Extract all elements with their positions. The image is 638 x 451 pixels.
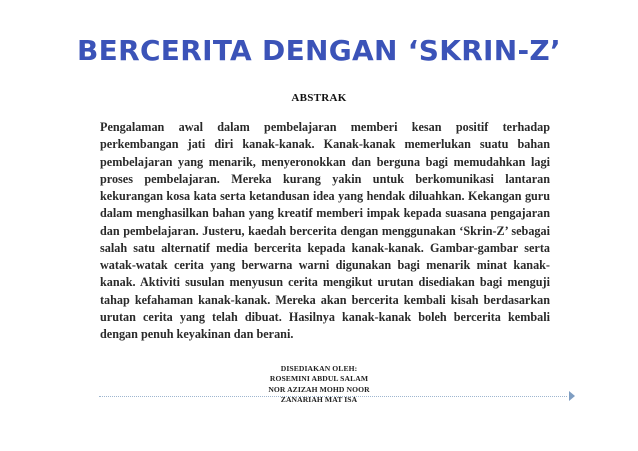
abstract-heading: ABSTRAK: [291, 92, 347, 104]
abstract-body: Pengalaman awal dalam pembelajaran memberi kesan positif terhadap perkembangan jati diri kanak-kanak. Kanak-kanak memerlukan suatu bahan pembelajaran yang menarik, menyeronokkan dan berguna bagi memudahkan lagi proses pembelajaran. Mereka kurang yakin untuk berkomunikasi lantaran kekurangan kosa kata serta ketandusan idea yang hendak diluahkan. Kekangan guru dalam menghasilkan bahan yang kreatif memberi impak kepada suasana pengajaran dan pembelajaran. Justeru, kaedah bercerita dengan menggunakan ‘Skrin-Z’ sebagai salah satu alternatif media bercerita kepada kanak-kanak. Gambar-gambar serta watak-watak cerita yang berwarna warni digunakan bagi menarik minat kanak-kanak. Aktiviti susulan menyusun cerita mengikut urutan disediakan bagi menguji tahap kefahaman kanak-kanak. Mereka akan bercerita kembali kisah berdasarkan urutan cerita yang telah dibuat. Hasilnya kanak-kanak boleh bercerita kembali dengan penuh keyakinan dan berani.: [100, 120, 550, 341]
chevron-right-icon: [569, 391, 575, 401]
footer-divider: [99, 396, 567, 397]
slide-title: BERCERITA DENGAN ‘SKRIN-Z’: [77, 34, 561, 67]
credits-block: [0, 364, 638, 405]
credits-label: DISEDIAKAN OLEH:: [280, 364, 358, 373]
author-name: NOR AZIZAH MOHD NOOR: [268, 384, 370, 394]
author-name: ZANARIAH MAT ISA: [280, 394, 358, 404]
author-name: ROSEMINI ABDUL SALAM: [269, 374, 369, 384]
